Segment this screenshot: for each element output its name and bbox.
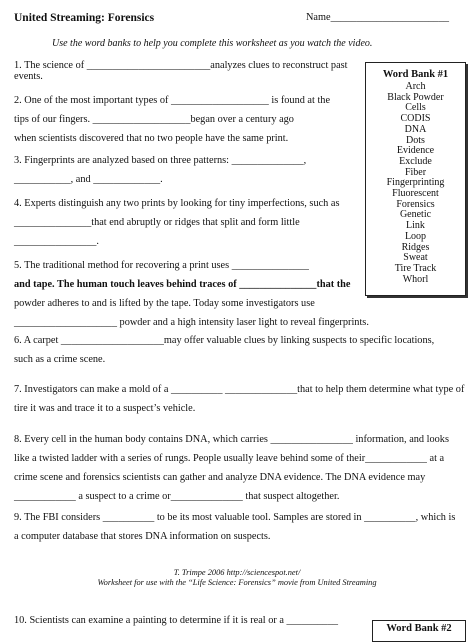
word-bank-item: Fingerprinting	[386, 177, 445, 189]
question-2	[14, 91, 364, 148]
word-bank-item: Link	[406, 220, 425, 232]
question-6	[14, 331, 470, 369]
word-bank-item: Arch	[405, 81, 426, 92]
word-bank-item: Tire Track	[394, 262, 437, 274]
question-8	[14, 430, 470, 506]
question-5-line: 5. The traditional method for recovering a print uses _______________	[14, 260, 309, 271]
question-8-line: like a twisted ladder with a series of rungs. People usually leave behind some of their____________ at a	[14, 453, 445, 464]
footer-note: Worksheet for use with the “Life Science: Forensics” movie from United Streaming	[97, 578, 377, 587]
word-bank-item: CODIS	[400, 113, 431, 125]
question-4-line: ________________.	[14, 236, 99, 247]
footer-credit: T. Trimpe 2006 http://sciencespot.net/	[173, 568, 301, 577]
word-bank-1-list	[366, 82, 465, 285]
word-bank-item: Fiber	[404, 166, 427, 178]
word-bank-1-title: Word Bank #1	[382, 69, 449, 80]
question-9-line: 9. The FBI considers __________ to be its most valuable tool. Samples are stored in __________, which is	[14, 512, 456, 523]
word-bank-item: Forensics	[396, 198, 435, 210]
word-bank-item: Genetic	[399, 209, 432, 221]
word-bank-item: Sweat	[403, 252, 428, 264]
name-field: Name_______________________	[306, 12, 449, 23]
word-bank-item: Ridges	[401, 241, 430, 253]
question-2-line: tips of our fingers. ___________________began over a century ago	[14, 114, 294, 125]
question-10: 10. Scientists can examine a painting to determine if it is real or a __________	[14, 615, 338, 626]
question-7	[14, 380, 470, 418]
question-8-line: crime scene and forensics scientists can gather and analyze DNA evidence. The DNA evidence may	[14, 472, 426, 483]
question-9	[14, 508, 470, 546]
question-2-line: 2. One of the most important types of ___________________ is found at the	[14, 95, 331, 106]
question-9-line: a computer database that stores DNA information on suspects.	[14, 531, 271, 542]
word-bank-item: DNA	[404, 123, 427, 135]
question-5-line: ____________________ powder and a high intensity laser light to reveal fingerprints.	[14, 317, 369, 328]
instructions: Use the word banks to help you complete this worksheet as you watch the video.	[52, 38, 373, 49]
question-1	[14, 56, 364, 86]
question-8-line: ____________ a suspect to a crime or______________ that suspect altogether.	[14, 491, 340, 502]
question-2-line: when scientists discovered that no two people have the same print.	[14, 133, 289, 144]
question-4-line: _______________that end abruptly or ridges that split and form little	[14, 217, 300, 228]
question-5-line: and tape. The human touch leaves behind traces of _______________that the	[14, 279, 351, 290]
question-3	[14, 151, 364, 189]
question-6-line: such as a crime scene.	[14, 354, 106, 365]
question-7-line: tire it was and trace it to a suspect’s vehicle.	[14, 403, 196, 414]
word-bank-2-title: Word Bank #2	[386, 623, 452, 634]
question-4-line: 4. Experts distinguish any two prints by looking for tiny imperfections, such as	[14, 198, 340, 209]
question-4	[14, 194, 364, 251]
question-3-line: ___________, and _____________.	[14, 174, 163, 185]
question-1-line: 1. The science of ________________________analyzes clues to reconstruct past	[14, 60, 348, 71]
question-3-line: 3. Fingerprints are analyzed based on three patterns: ______________,	[14, 155, 307, 166]
word-bank-item: Exclude	[399, 155, 432, 167]
question-8-line: 8. Every cell in the human body contains DNA, which carries ________________ information, and looks	[14, 434, 449, 445]
question-7-line: 7. Investigators can make a mold of a __________ ______________that to help them determine what type of	[14, 384, 465, 395]
word-bank-item: Evidence	[396, 145, 435, 157]
question-5-line: powder adheres to and is lifted by the tape. Today some investigators use	[14, 298, 315, 309]
question-5	[14, 256, 369, 332]
question-1-line: events.	[14, 71, 43, 82]
word-bank-item: Cells	[405, 102, 426, 114]
worksheet-title: United Streaming: Forensics	[14, 12, 155, 24]
word-bank-item: Dots	[406, 134, 425, 146]
word-bank-item: Loop	[404, 230, 427, 242]
word-bank-1	[365, 62, 466, 296]
footer	[0, 568, 474, 588]
question-6-line: 6. A carpet ____________________may offer valuable clues by linking suspects to specific locations,	[14, 335, 435, 346]
word-bank-item: Fluorescent	[392, 188, 439, 200]
word-bank-2	[372, 620, 466, 642]
word-bank-item: Whorl	[402, 273, 429, 285]
word-bank-item: Black Powder	[387, 91, 444, 103]
